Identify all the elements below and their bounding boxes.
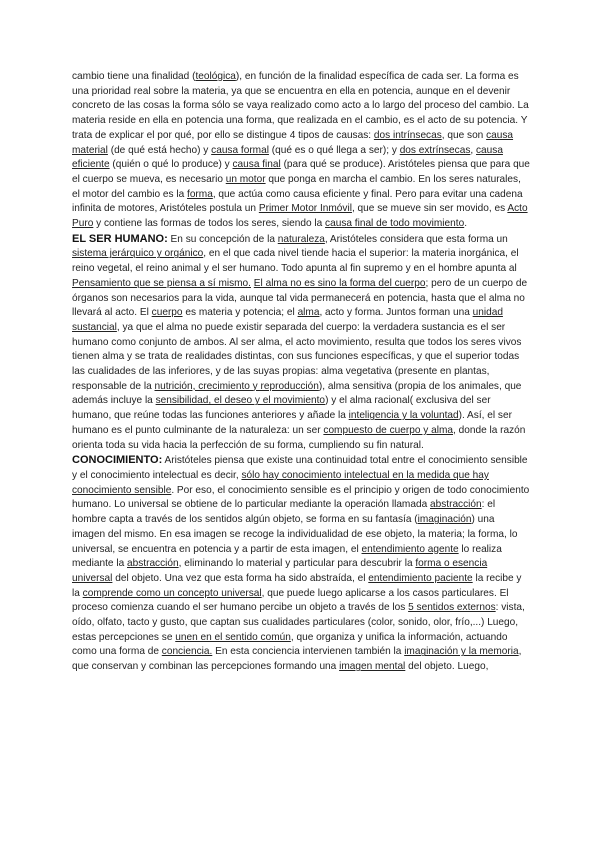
underlined-term: nutrición, crecimiento y reproducción bbox=[154, 380, 319, 392]
underlined-term: dos intrínsecas bbox=[373, 129, 442, 141]
underlined-term: sensibilidad, el deseo y el movimiento bbox=[155, 395, 326, 407]
underlined-term: unidad sustancial bbox=[72, 307, 503, 333]
underlined-term: causa final bbox=[232, 159, 281, 171]
text-run: , que se mueve sin ser movido, es bbox=[351, 203, 508, 215]
underlined-term: entendimiento paciente bbox=[368, 572, 473, 584]
text-run: , bbox=[470, 144, 476, 156]
underlined-term: imaginación y la memoria bbox=[404, 646, 519, 658]
text-run: del objeto. Luego, bbox=[405, 661, 489, 673]
text-run: , que son bbox=[441, 129, 487, 141]
underlined-term: un motor bbox=[225, 173, 266, 185]
text-run: : vista, oído, olfato, tacto y gusto, que captan sus cualidades particulares (color, sonido, olor, frío,...) Luego, estas percepciones se bbox=[72, 602, 525, 643]
text-run: , en el que cada nivel tiende hacia el superior: la materia inorgánica, el reino vegetal, el reino animal y el ser humano. Todo apunta al fin supremo y en el hombre apunta al bbox=[72, 248, 519, 275]
underlined-term: entendimiento agente bbox=[361, 543, 459, 555]
text-run: lo realiza mediante la bbox=[72, 543, 502, 570]
text-run: : el hombre capta a través de los sentidos algún objeto, se forma en su fantasía ( bbox=[72, 499, 496, 526]
underlined-term: abstracción bbox=[127, 558, 179, 570]
underlined-term: naturaleza bbox=[277, 233, 325, 245]
underlined-term: conciencia. bbox=[161, 646, 213, 658]
underlined-term: Primer Motor Inmóvil bbox=[258, 203, 352, 215]
text-run: ) una imagen del mismo. En esa imagen se recoge la individualidad de ese objeto, la materia; la forma, lo universal, se encuentra en potencia y a partir de esta imagen, el bbox=[72, 514, 518, 555]
text-run: la recibe y la bbox=[72, 572, 522, 599]
text-run: que ponga en marcha el cambio. En los seres naturales, el motor del cambio es la bbox=[72, 173, 521, 200]
underlined-term: compuesto de cuerpo y alma bbox=[323, 424, 453, 436]
text-run: En su concepción de la bbox=[167, 233, 278, 245]
underlined-term: sistema jerárquico y orgánico bbox=[72, 248, 204, 260]
text-run: (qué es o qué llega a ser); y bbox=[268, 144, 400, 156]
text-run: es materia y potencia; el bbox=[182, 307, 298, 319]
paragraph bbox=[72, 453, 530, 675]
text-run: . bbox=[464, 218, 468, 230]
text-run: . Por eso, el conocimiento sensible es el principio y origen de todo conocimiento humano. Lo universal se obtiene de lo particular mediante la operación llamada bbox=[72, 484, 530, 511]
text-run: (de qué está hecho) y bbox=[107, 144, 212, 156]
text-run: y contiene las formas de todos los seres, siendo la bbox=[93, 218, 326, 230]
text-run: , Aristóteles considera que esta forma un bbox=[324, 233, 508, 245]
underlined-term: forma o esencia universal bbox=[72, 558, 488, 584]
paragraph bbox=[72, 70, 530, 232]
underlined-term: imaginación bbox=[417, 514, 472, 526]
text-run: (quién o qué lo produce) y bbox=[109, 159, 233, 171]
text-run: , que conservan y combinan las percepciones formando una bbox=[72, 646, 522, 673]
text-run: cambio tiene una finalidad ( bbox=[72, 71, 196, 82]
text-run: ), alma sensitiva (propia de los animales, que además incluye la bbox=[72, 380, 522, 407]
underlined-term: abstracción bbox=[430, 499, 482, 511]
underlined-term: causa final de todo movimiento bbox=[325, 218, 465, 230]
text-run: , donde la razón orienta toda su vida hacia la perfección de su forma, cumpliendo su fin natural. bbox=[72, 424, 526, 451]
underlined-term: Pensamiento que se piensa a sí mismo. bbox=[72, 277, 251, 289]
underlined-term: inteligencia y la voluntad bbox=[348, 410, 459, 422]
underlined-term: dos extrínsecas bbox=[399, 144, 471, 156]
underlined-term: cuerpo bbox=[151, 307, 183, 319]
underlined-term: imagen mental bbox=[339, 661, 406, 673]
text-run: ). Así, el ser humano es el punto culminante de la naturaleza: un ser bbox=[72, 410, 512, 436]
text-run: del objeto. Una vez que esta forma ha sido abstraída, el bbox=[112, 572, 369, 584]
underlined-term: comprende como un concepto universal bbox=[82, 587, 262, 599]
section-heading: EL SER HUMANO: bbox=[72, 232, 168, 245]
underlined-term: unen en el sentido común bbox=[175, 631, 291, 643]
text-run: , eliminando lo material y particular para descubrir la bbox=[178, 558, 416, 570]
text-run: , que puede luego aplicarse a los casos particulares. El proceso comienza cuando el ser humano percibe un objeto a través de los bbox=[72, 587, 509, 614]
underlined-term: alma bbox=[297, 307, 320, 319]
underlined-term: sólo hay conocimiento intelectual en la medida que hay conocimiento sensible bbox=[72, 469, 489, 496]
text-run: , acto y forma. Juntos forman una bbox=[319, 307, 473, 319]
text-run: ) y el alma racional( exclusiva del ser humano, que reúne todas las funciones anteriores y añade la bbox=[72, 395, 491, 422]
underlined-term: Acto Puro bbox=[72, 203, 528, 230]
text-run: ; pero de un cuerpo de órganos son necesarios para la vida, aunque tal vida permanecerá en potencia, hasta que el alma no llevará al acto. El bbox=[72, 277, 528, 319]
underlined-term: teológica bbox=[195, 71, 236, 82]
underlined-term: causa formal bbox=[211, 144, 269, 156]
text-run: , que actúa como causa eficiente y final. Pero para evitar una cadena infinita de motores, Aristóteles postula un bbox=[72, 188, 523, 215]
paragraph bbox=[72, 232, 530, 454]
section-heading: CONOCIMIENTO: bbox=[72, 454, 163, 467]
underlined-term: forma bbox=[187, 188, 213, 200]
document-page bbox=[72, 70, 530, 675]
text-run: (para qué se produce). Aristóteles piensa que para que el cuerpo se mueva, es necesario bbox=[72, 159, 530, 185]
text-run: Aristóteles piensa que existe una continuidad total entre el conocimiento sensible y el conocimiento intelectual es decir, bbox=[72, 455, 528, 481]
text-run: , ya que el alma no puede existir separada del cuerpo: la verdadera sustancia es el ser humano como conjunto de ambos. Al ser alma, el acto movimiento, resulta que todos los seres vivos tienen alma y se trata de realidades distintas, con sus funciones específicas, y que el superior todas las cualidades de las inferiores, y de las suyas propias: alma vegetativa (presente en plantas, responsable de la bbox=[72, 321, 522, 392]
text-run: , que organiza y unifica la información, actuando como una forma de bbox=[72, 631, 508, 658]
underlined-term: El alma no es sino la forma del cuerpo bbox=[253, 277, 426, 289]
underlined-term: causa eficiente bbox=[72, 144, 503, 171]
text-run: En esta conciencia intervienen también la bbox=[212, 646, 405, 658]
underlined-term: causa material bbox=[72, 129, 514, 156]
text-run: ), en función de la finalidad específica de cada ser. La forma es una prioridad real sobre la materia, ya que se encuentra en ella en potencia, aunque en el devenir concreto de las cosas la forma sólo se vaya realizado como acto a lo largo del proceso del cambio. La materia reside en ella en potencia una forma, que realizada en el cambio, es el acto de su potencia. Y trata de explicar el por qué, por ello se distingue 4 tipos de causas: bbox=[72, 71, 529, 141]
underlined-term: 5 sentidos externos bbox=[408, 602, 496, 614]
